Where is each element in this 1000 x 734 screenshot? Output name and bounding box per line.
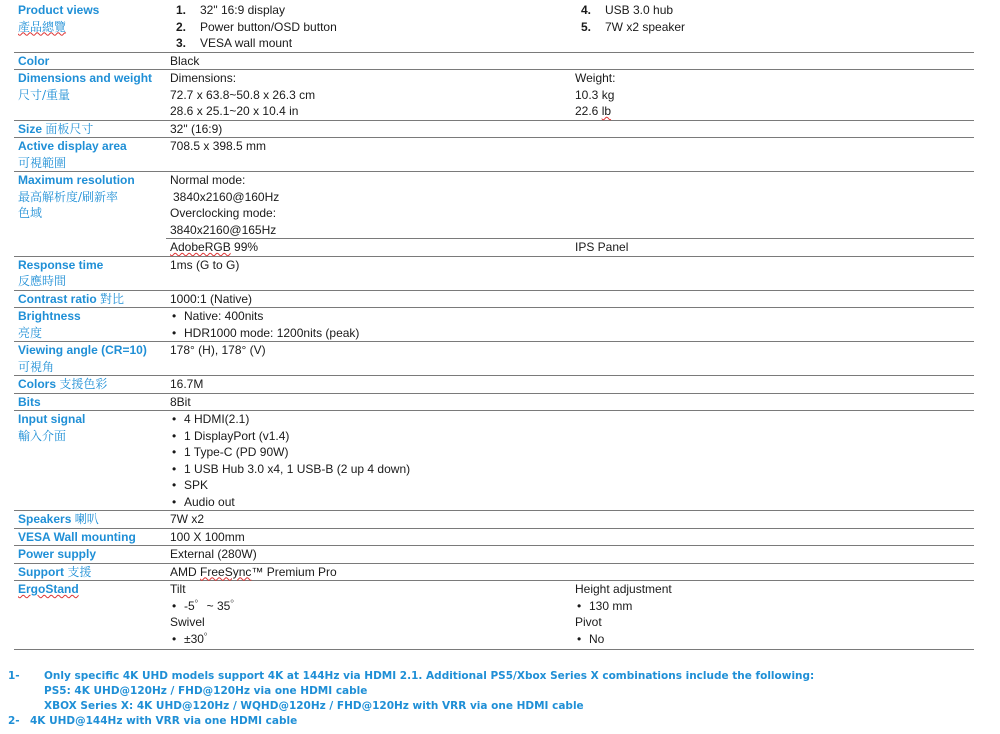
value-input — [166, 411, 974, 511]
footnote-1-ps5: PS5: 4K UHD@120Hz / FHD@120Hz via one HDMI cable — [44, 685, 368, 697]
label-dimensions: Dimensions and weight 尺寸/重量 — [14, 70, 166, 121]
row-contrast — [14, 290, 974, 308]
footnote-1: 1- Only specific 4K UHD models support 4K at 144Hz via HDMI 2.1. Additional PS5/Xbox Series X combinations include the following: — [8, 670, 815, 682]
row-input — [14, 411, 974, 511]
value-brightness — [166, 308, 974, 342]
label-bits: Bits — [14, 393, 166, 411]
gamut-label: AdobeRGB — [170, 240, 231, 254]
label-color: Color — [14, 52, 166, 70]
row-brightness — [14, 308, 974, 342]
value-colors: 16.7M — [166, 376, 974, 394]
label-en: Product views — [18, 3, 100, 17]
list-item: • No — [575, 631, 974, 648]
list-item: • SPK — [170, 477, 974, 494]
footnotes — [8, 669, 988, 729]
row-active-area — [14, 138, 974, 172]
row-ergo — [14, 581, 974, 650]
value-bits: 8Bit — [166, 393, 974, 411]
panel-type: IPS Panel — [575, 240, 629, 254]
list-item: • 1 DisplayPort (v1.4) — [170, 428, 974, 445]
label-vesa: VESA Wall mounting — [14, 528, 166, 546]
list-item: • -5゜~ 35゜ — [170, 598, 571, 615]
list-item: • 1 Type-C (PD 90W) — [170, 444, 974, 461]
list-item: • HDR1000 mode: 1200nits (peak) — [170, 325, 974, 342]
value-ergo-right: Height adjustment • 130 mm Pivot • No — [571, 581, 974, 650]
row-colors — [14, 376, 974, 394]
value-support: AMD FreeSync™ Premium Pro — [166, 563, 974, 581]
row-bits — [14, 393, 974, 411]
row-size — [14, 120, 974, 138]
label-max-res: Maximum resolution 最高解析度/刷新率 色域 — [14, 172, 166, 257]
row-product-views — [14, 2, 974, 52]
row-vesa — [14, 528, 974, 546]
label-zh: 產品總覽 — [18, 19, 67, 34]
footnote-1-xbox: XBOX Series X: 4K UHD@120Hz / WQHD@120Hz / FHD@120Hz with VRR via one HDMI cable — [44, 700, 584, 712]
label-active-area: Active display area 可視範圍 — [14, 138, 166, 172]
value-vesa: 100 X 100mm — [166, 528, 974, 546]
value-weight: Weight: 10.3 kg 22.6 lb — [571, 70, 974, 121]
row-color — [14, 52, 974, 70]
value-ergo-left: Tilt • -5゜~ 35゜ Swivel • ±30゜ — [166, 581, 571, 650]
value-max-res: Normal mode: 3840x2160@160Hz Overclocking mode: 3840x2160@165Hz AdobeRGB 99% IPS Panel — [166, 172, 974, 257]
value-speakers: 7W x2 — [166, 511, 974, 529]
label-viewing: Viewing angle (CR=10) 可視角 — [14, 342, 166, 376]
value-contrast: 1000:1 (Native) — [166, 290, 974, 308]
label-product-views — [14, 2, 166, 52]
row-dimensions — [14, 70, 974, 121]
list-item: • 4 HDMI(2.1) — [170, 411, 974, 428]
value-color: Black — [166, 52, 974, 70]
row-speakers — [14, 511, 974, 529]
footnote-2: 2- 4K UHD@144Hz with VRR via one HDMI cable — [8, 715, 298, 727]
label-ergo: ErgoStand — [14, 581, 166, 650]
list-item: 2. Power button/OSD button — [176, 19, 337, 34]
value-viewing: 178° (H), 178° (V) — [166, 342, 974, 376]
list-item: • Native: 400nits — [170, 308, 974, 325]
label-power: Power supply — [14, 546, 166, 564]
row-viewing — [14, 342, 974, 376]
product-views-left — [166, 2, 571, 52]
list-item: 3. VESA wall mount — [176, 36, 293, 50]
value-dimensions: Dimensions: 72.7 x 63.8~50.8 x 26.3 cm 28.6 x 25.1~20 x 10.4 in — [166, 70, 571, 121]
spec-table — [14, 2, 974, 650]
label-support: Support 支援 — [14, 563, 166, 581]
row-power — [14, 546, 974, 564]
label-brightness: Brightness 亮度 — [14, 308, 166, 342]
value-response: 1ms (G to G) — [166, 256, 974, 290]
row-max-res — [14, 172, 974, 257]
list-item: • 130 mm — [575, 598, 974, 615]
row-response — [14, 256, 974, 290]
list-item: • 1 USB Hub 3.0 x4, 1 USB-B (2 up 4 down) — [170, 461, 974, 478]
label-response: Response time 反應時間 — [14, 256, 166, 290]
value-active-area: 708.5 x 398.5 mm — [166, 138, 974, 172]
label-size: Size 面板尺寸 — [14, 120, 166, 138]
row-support — [14, 563, 974, 581]
label-contrast: Contrast ratio 對比 — [14, 290, 166, 308]
list-item: 5. 7W x2 speaker — [581, 19, 686, 34]
list-item: • Audio out — [170, 494, 974, 511]
label-speakers: Speakers 喇叭 — [14, 511, 166, 529]
product-views-right — [571, 2, 974, 52]
list-item: 4. USB 3.0 hub — [581, 3, 674, 17]
list-item: • ±30゜ — [170, 631, 571, 648]
value-power: External (280W) — [166, 546, 974, 564]
label-colors: Colors 支援色彩 — [14, 376, 166, 394]
label-input: Input signal 輸入介面 — [14, 411, 166, 511]
list-item: 1. 32" 16:9 display — [176, 3, 285, 17]
value-size: 32" (16:9) — [166, 120, 974, 138]
